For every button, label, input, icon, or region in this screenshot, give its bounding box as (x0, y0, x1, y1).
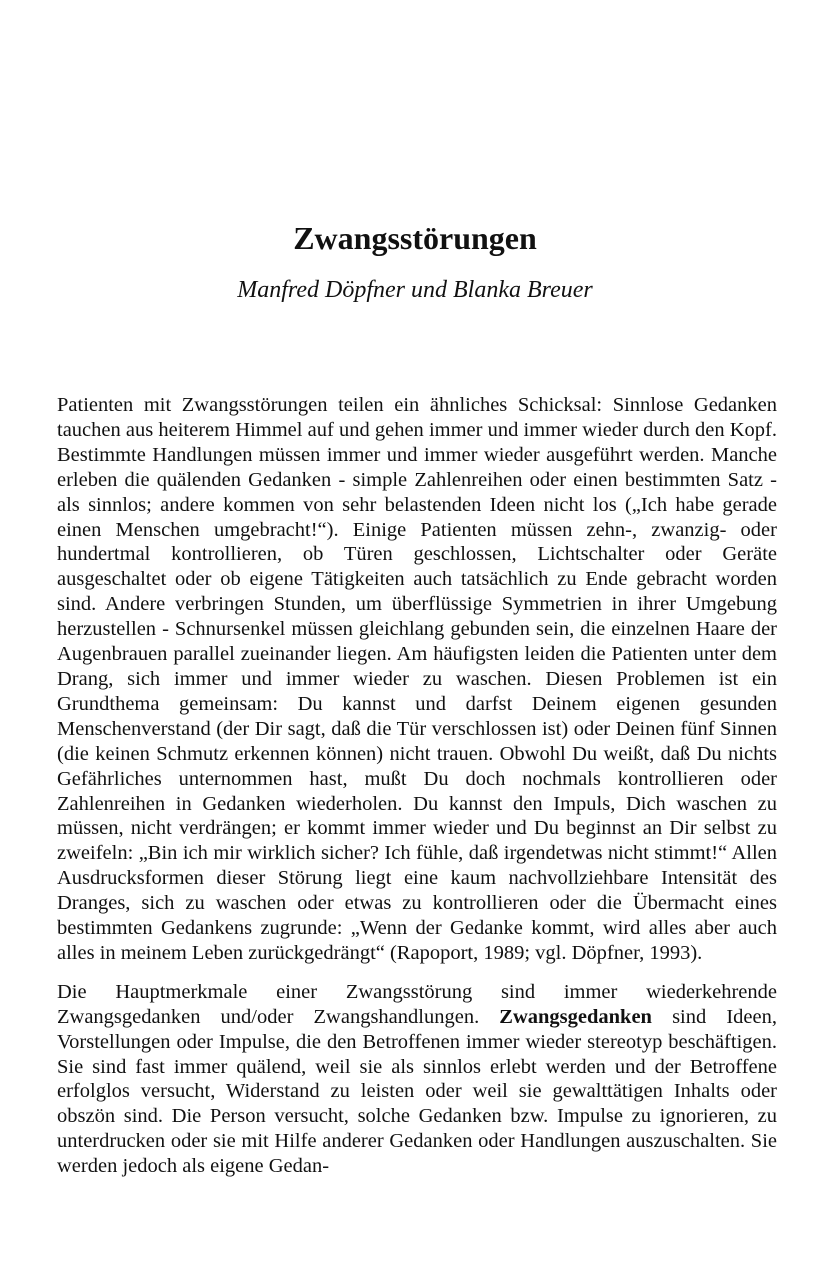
chapter-authors: Manfred Döpfner und Blanka Breuer (237, 277, 593, 303)
paragraph-2-intro: Die Hauptmerkmale einer Zwangsstörung sind immer wiederkehrende Zwangsgedanken und/oder Zwangshandlungen. (57, 980, 777, 1028)
chapter-title: Zwangsstörungen (293, 220, 537, 256)
term-zwangsgedanken: Zwangsgedanken (499, 1005, 652, 1028)
paragraph-2 (57, 980, 777, 1179)
body-text (57, 393, 777, 1191)
paragraph-2-rest: sind Ideen, Vorstellungen oder Impulse, die den Betroffenen immer wieder stereotyp beschäftigen. Sie sind fast immer quälend, weil sie als sinnlos erlebt werden und der Betroffene erfolglos versucht, Widerstand zu leisten oder weil sie gewalttätigen Inhalts oder obszön sind. Die Person versucht, solche Gedanken bzw. Impulse zu ignorieren, zu unterdrucken oder sie mit Hilfe anderer Gedanken oder Handlungen auszuschalten. Sie werden jedoch als eigene Gedan- (57, 1005, 777, 1178)
paragraph-1: Patienten mit Zwangsstörungen teilen ein ähnliches Schicksal: Sinnlose Gedanken tauchen aus heiterem Himmel auf und gehen immer und immer wieder durch den Kopf. Bestimmte Handlungen müssen immer und immer wieder ausgeführt werden. Manche erleben die quälenden Gedanken - simple Zahlenreihen oder einen bestimmten Satz - als sinnlos; andere kommen von sehr belastenden Ideen nicht los („Ich habe gerade einen Menschen umgebracht!“). Einige Patienten müssen zehn-, zwanzig- oder hundertmal kontrollieren, ob Türen geschlossen, Lichtschalter oder Geräte ausgeschaltet oder ob eigene Tätigkeiten auch tatsächlich zu Ende gebracht worden sind. Andere verbringen Stunden, um überflüssige Symmetrien in ihrer Umgebung herzustellen - Schnursenkel müssen gleichlang gebunden sein, die einzelnen Haare der Augenbrauen parallel zueinander liegen. Am häufigsten leiden die Patienten unter dem Drang, sich immer und immer wieder zu waschen. Diesen Problemen ist ein Grundthema gemeinsam: Du kannst und darfst Deinem eigenen gesunden Menschenverstand (der Dir sagt, daß die Tür verschlossen ist) oder Deinen fünf Sinnen (die keinen Schmutz erkennen können) nicht trauen. Obwohl Du weißt, daß Du nichts Gefährliches unternommen hast, mußt Du doch nochmals kontrollieren oder Zahlenreihen in Gedanken wiederholen. Du kannst den Impuls, Dich waschen zu müssen, nicht verdrängen; er kommt immer wieder und Du beginnst an Dir selbst zu zweifeln: „Bin ich mir wirklich sicher? Ich fühle, daß irgendetwas nicht stimmt!“ Allen Ausdrucksformen dieser Störung liegt eine kaum nachvollziehbare Intensität des Dranges, sich zu waschen oder etwas zu kontrollieren oder die Übermacht eines bestimmten Gedankens zugrunde: „Wenn der Gedanke kommt, wird alles aber auch alles in meinem Leben zurückgedrängt“ (Rapoport, 1989; vgl. Döpfner, 1993). (57, 394, 777, 964)
